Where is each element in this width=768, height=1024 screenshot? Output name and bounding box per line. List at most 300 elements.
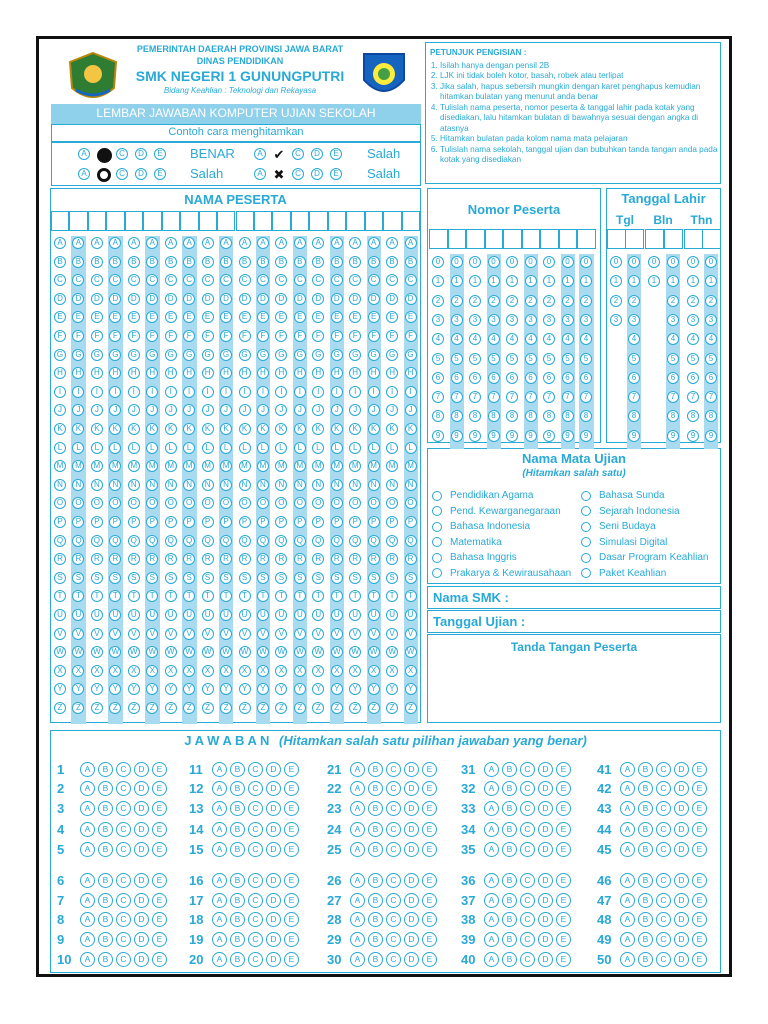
name-bubble[interactable]: H: [109, 367, 121, 379]
date-bubble[interactable]: 5: [667, 353, 679, 365]
answer-bubble[interactable]: B: [98, 762, 113, 777]
name-bubble[interactable]: P: [312, 516, 324, 528]
name-bubble[interactable]: B: [275, 256, 287, 268]
number-bubble[interactable]: 3: [451, 314, 463, 326]
answer-bubble[interactable]: D: [674, 762, 689, 777]
answer-bubble[interactable]: B: [502, 842, 517, 857]
name-bubble[interactable]: E: [72, 311, 84, 323]
name-bubble[interactable]: N: [165, 479, 177, 491]
answer-bubble[interactable]: B: [368, 873, 383, 888]
name-bubble[interactable]: R: [72, 553, 84, 565]
date-bubble[interactable]: 0: [687, 256, 699, 268]
name-bubble[interactable]: I: [349, 386, 361, 398]
answer-bubble[interactable]: D: [266, 762, 281, 777]
name-bubble[interactable]: U: [128, 609, 140, 621]
name-bubble[interactable]: Y: [294, 683, 306, 695]
name-bubble[interactable]: T: [146, 590, 158, 602]
name-bubble[interactable]: N: [109, 479, 121, 491]
answer-bubble[interactable]: A: [212, 893, 227, 908]
number-bubble[interactable]: 9: [451, 430, 463, 442]
name-bubble[interactable]: W: [331, 646, 343, 658]
name-bubble[interactable]: M: [54, 460, 66, 472]
name-bubble[interactable]: J: [165, 404, 177, 416]
answer-bubble[interactable]: C: [248, 873, 263, 888]
name-bubble[interactable]: P: [202, 516, 214, 528]
name-bubble[interactable]: L: [294, 442, 306, 454]
name-bubble[interactable]: G: [257, 349, 269, 361]
name-bubble[interactable]: C: [275, 274, 287, 286]
name-bubble[interactable]: F: [202, 330, 214, 342]
date-digit-box[interactable]: [625, 229, 644, 249]
name-bubble[interactable]: E: [202, 311, 214, 323]
name-bubble[interactable]: C: [405, 274, 417, 286]
answer-bubble[interactable]: B: [368, 842, 383, 857]
date-bubble[interactable]: 3: [705, 314, 717, 326]
name-bubble[interactable]: T: [109, 590, 121, 602]
name-bubble[interactable]: O: [331, 497, 343, 509]
name-bubble[interactable]: R: [128, 553, 140, 565]
answer-bubble[interactable]: B: [368, 952, 383, 967]
name-bubble[interactable]: D: [109, 293, 121, 305]
name-bubble[interactable]: E: [128, 311, 140, 323]
name-bubble[interactable]: B: [239, 256, 251, 268]
name-bubble[interactable]: C: [349, 274, 361, 286]
name-bubble[interactable]: U: [257, 609, 269, 621]
name-bubble[interactable]: Z: [349, 702, 361, 714]
name-bubble[interactable]: Q: [275, 535, 287, 547]
name-bubble[interactable]: V: [312, 628, 324, 640]
name-bubble[interactable]: R: [275, 553, 287, 565]
name-bubble[interactable]: E: [405, 311, 417, 323]
name-bubble[interactable]: A: [405, 237, 417, 249]
name-bubble[interactable]: H: [275, 367, 287, 379]
answer-bubble[interactable]: B: [638, 873, 653, 888]
answer-bubble[interactable]: A: [80, 952, 95, 967]
name-bubble[interactable]: T: [165, 590, 177, 602]
name-bubble[interactable]: G: [72, 349, 84, 361]
name-bubble[interactable]: M: [368, 460, 380, 472]
answer-bubble[interactable]: D: [266, 893, 281, 908]
answer-bubble[interactable]: D: [266, 912, 281, 927]
date-bubble[interactable]: 4: [628, 333, 640, 345]
number-bubble[interactable]: 0: [488, 256, 500, 268]
answer-bubble[interactable]: C: [116, 893, 131, 908]
number-bubble[interactable]: 7: [488, 391, 500, 403]
example-bubble[interactable]: E: [154, 168, 166, 180]
name-bubble[interactable]: N: [386, 479, 398, 491]
name-bubble[interactable]: A: [183, 237, 195, 249]
name-bubble[interactable]: C: [146, 274, 158, 286]
name-bubble[interactable]: K: [220, 423, 232, 435]
name-bubble[interactable]: T: [331, 590, 343, 602]
number-bubble[interactable]: 4: [506, 333, 518, 345]
name-bubble[interactable]: L: [239, 442, 251, 454]
answer-bubble[interactable]: D: [538, 893, 553, 908]
answer-bubble[interactable]: A: [212, 912, 227, 927]
name-bubble[interactable]: I: [54, 386, 66, 398]
name-bubble[interactable]: N: [72, 479, 84, 491]
example-bubble[interactable]: [97, 148, 112, 163]
answer-bubble[interactable]: C: [656, 893, 671, 908]
answer-bubble[interactable]: A: [350, 781, 365, 796]
number-bubble[interactable]: 8: [506, 410, 518, 422]
subject-radio[interactable]: [581, 553, 591, 563]
date-bubble[interactable]: 2: [687, 295, 699, 307]
name-bubble[interactable]: P: [294, 516, 306, 528]
number-bubble[interactable]: 9: [580, 430, 592, 442]
name-bubble[interactable]: T: [183, 590, 195, 602]
number-bubble[interactable]: 0: [432, 256, 444, 268]
name-bubble[interactable]: J: [220, 404, 232, 416]
name-bubble[interactable]: U: [405, 609, 417, 621]
name-bubble[interactable]: K: [165, 423, 177, 435]
name-bubble[interactable]: A: [72, 237, 84, 249]
number-bubble[interactable]: 0: [469, 256, 481, 268]
name-bubble[interactable]: L: [349, 442, 361, 454]
name-bubble[interactable]: M: [239, 460, 251, 472]
name-bubble[interactable]: B: [386, 256, 398, 268]
name-bubble[interactable]: I: [368, 386, 380, 398]
answer-bubble[interactable]: D: [266, 781, 281, 796]
name-bubble[interactable]: A: [165, 237, 177, 249]
number-bubble[interactable]: 4: [562, 333, 574, 345]
answer-bubble[interactable]: B: [98, 801, 113, 816]
name-letter-box[interactable]: [180, 211, 198, 231]
name-bubble[interactable]: U: [72, 609, 84, 621]
name-bubble[interactable]: U: [54, 609, 66, 621]
name-bubble[interactable]: Y: [165, 683, 177, 695]
answer-bubble[interactable]: C: [386, 842, 401, 857]
answer-bubble[interactable]: E: [152, 781, 167, 796]
name-bubble[interactable]: F: [109, 330, 121, 342]
name-bubble[interactable]: P: [91, 516, 103, 528]
answer-bubble[interactable]: A: [484, 842, 499, 857]
name-bubble[interactable]: G: [349, 349, 361, 361]
number-digit-box[interactable]: [559, 229, 578, 249]
name-bubble[interactable]: U: [109, 609, 121, 621]
subject-option[interactable]: [432, 552, 517, 563]
answer-bubble[interactable]: A: [484, 822, 499, 837]
number-bubble[interactable]: 4: [451, 333, 463, 345]
name-bubble[interactable]: V: [294, 628, 306, 640]
answer-bubble[interactable]: B: [502, 893, 517, 908]
number-bubble[interactable]: 1: [580, 275, 592, 287]
name-bubble[interactable]: B: [183, 256, 195, 268]
name-bubble[interactable]: B: [349, 256, 361, 268]
name-bubble[interactable]: C: [294, 274, 306, 286]
name-bubble[interactable]: J: [239, 404, 251, 416]
name-bubble[interactable]: A: [91, 237, 103, 249]
name-bubble[interactable]: N: [183, 479, 195, 491]
name-bubble[interactable]: L: [331, 442, 343, 454]
name-bubble[interactable]: V: [183, 628, 195, 640]
number-bubble[interactable]: 6: [488, 372, 500, 384]
date-bubble[interactable]: 2: [628, 295, 640, 307]
name-bubble[interactable]: L: [312, 442, 324, 454]
answer-bubble[interactable]: C: [656, 873, 671, 888]
answer-bubble[interactable]: C: [656, 952, 671, 967]
number-bubble[interactable]: 0: [525, 256, 537, 268]
name-bubble[interactable]: P: [386, 516, 398, 528]
answer-bubble[interactable]: D: [404, 912, 419, 927]
answer-bubble[interactable]: E: [152, 801, 167, 816]
name-bubble[interactable]: G: [165, 349, 177, 361]
name-bubble[interactable]: P: [368, 516, 380, 528]
number-bubble[interactable]: 3: [469, 314, 481, 326]
answer-bubble[interactable]: A: [484, 952, 499, 967]
name-bubble[interactable]: D: [386, 293, 398, 305]
answer-bubble[interactable]: D: [674, 873, 689, 888]
name-bubble[interactable]: R: [257, 553, 269, 565]
name-bubble[interactable]: A: [109, 237, 121, 249]
date-bubble[interactable]: 8: [667, 410, 679, 422]
number-bubble[interactable]: 2: [432, 295, 444, 307]
name-bubble[interactable]: J: [312, 404, 324, 416]
date-bubble[interactable]: 3: [610, 314, 622, 326]
name-bubble[interactable]: F: [183, 330, 195, 342]
answer-bubble[interactable]: A: [212, 822, 227, 837]
name-bubble[interactable]: H: [146, 367, 158, 379]
name-bubble[interactable]: G: [294, 349, 306, 361]
name-bubble[interactable]: Y: [368, 683, 380, 695]
number-bubble[interactable]: 7: [506, 391, 518, 403]
name-bubble[interactable]: X: [202, 665, 214, 677]
name-bubble[interactable]: H: [202, 367, 214, 379]
name-bubble[interactable]: Y: [146, 683, 158, 695]
number-bubble[interactable]: 8: [525, 410, 537, 422]
name-bubble[interactable]: F: [275, 330, 287, 342]
name-bubble[interactable]: D: [294, 293, 306, 305]
name-bubble[interactable]: H: [220, 367, 232, 379]
name-bubble[interactable]: Q: [202, 535, 214, 547]
answer-bubble[interactable]: A: [80, 893, 95, 908]
name-bubble[interactable]: X: [165, 665, 177, 677]
name-bubble[interactable]: N: [202, 479, 214, 491]
name-bubble[interactable]: Z: [275, 702, 287, 714]
answer-bubble[interactable]: E: [284, 801, 299, 816]
answer-bubble[interactable]: D: [404, 781, 419, 796]
name-letter-box[interactable]: [236, 211, 254, 231]
number-bubble[interactable]: 5: [506, 353, 518, 365]
answer-bubble[interactable]: D: [134, 873, 149, 888]
subject-radio[interactable]: [581, 568, 591, 578]
date-bubble[interactable]: 2: [705, 295, 717, 307]
name-bubble[interactable]: K: [128, 423, 140, 435]
name-bubble[interactable]: Q: [165, 535, 177, 547]
name-bubble[interactable]: R: [368, 553, 380, 565]
number-bubble[interactable]: 2: [543, 295, 555, 307]
subject-radio[interactable]: [432, 506, 442, 516]
name-bubble[interactable]: W: [54, 646, 66, 658]
date-bubble[interactable]: 1: [628, 275, 640, 287]
answer-bubble[interactable]: B: [502, 932, 517, 947]
name-bubble[interactable]: Q: [109, 535, 121, 547]
number-bubble[interactable]: 0: [562, 256, 574, 268]
name-bubble[interactable]: X: [294, 665, 306, 677]
answer-bubble[interactable]: D: [674, 912, 689, 927]
name-letter-box[interactable]: [51, 211, 69, 231]
name-bubble[interactable]: O: [405, 497, 417, 509]
name-bubble[interactable]: U: [220, 609, 232, 621]
subject-option[interactable]: [581, 568, 666, 579]
answer-bubble[interactable]: E: [692, 932, 707, 947]
name-bubble[interactable]: F: [72, 330, 84, 342]
date-bubble[interactable]: 7: [667, 391, 679, 403]
name-bubble[interactable]: Q: [54, 535, 66, 547]
answer-bubble[interactable]: C: [386, 873, 401, 888]
answer-bubble[interactable]: B: [638, 932, 653, 947]
answer-bubble[interactable]: C: [656, 932, 671, 947]
name-bubble[interactable]: X: [91, 665, 103, 677]
number-bubble[interactable]: 4: [488, 333, 500, 345]
name-letter-box[interactable]: [402, 211, 420, 231]
name-bubble[interactable]: O: [183, 497, 195, 509]
answer-bubble[interactable]: B: [98, 893, 113, 908]
name-bubble[interactable]: R: [331, 553, 343, 565]
number-bubble[interactable]: 1: [432, 275, 444, 287]
answer-bubble[interactable]: A: [350, 893, 365, 908]
answer-bubble[interactable]: B: [502, 952, 517, 967]
name-bubble[interactable]: L: [405, 442, 417, 454]
name-bubble[interactable]: F: [349, 330, 361, 342]
name-bubble[interactable]: B: [202, 256, 214, 268]
name-bubble[interactable]: P: [72, 516, 84, 528]
date-bubble[interactable]: 0: [610, 256, 622, 268]
name-bubble[interactable]: K: [349, 423, 361, 435]
name-bubble[interactable]: W: [91, 646, 103, 658]
answer-bubble[interactable]: A: [620, 801, 635, 816]
name-bubble[interactable]: Z: [220, 702, 232, 714]
name-bubble[interactable]: C: [202, 274, 214, 286]
name-bubble[interactable]: C: [109, 274, 121, 286]
date-bubble[interactable]: 6: [705, 372, 717, 384]
answer-bubble[interactable]: E: [556, 932, 571, 947]
subject-option[interactable]: [581, 552, 709, 563]
answer-bubble[interactable]: B: [502, 873, 517, 888]
number-bubble[interactable]: 3: [432, 314, 444, 326]
name-bubble[interactable]: I: [239, 386, 251, 398]
name-bubble[interactable]: O: [165, 497, 177, 509]
name-bubble[interactable]: D: [202, 293, 214, 305]
name-bubble[interactable]: S: [54, 572, 66, 584]
example-bubble[interactable]: A: [78, 148, 90, 160]
name-bubble[interactable]: I: [220, 386, 232, 398]
name-bubble[interactable]: Z: [165, 702, 177, 714]
date-digit-box[interactable]: [645, 229, 664, 249]
number-digit-box[interactable]: [466, 229, 485, 249]
number-bubble[interactable]: 0: [580, 256, 592, 268]
answer-bubble[interactable]: A: [212, 842, 227, 857]
answer-bubble[interactable]: A: [80, 822, 95, 837]
name-bubble[interactable]: O: [91, 497, 103, 509]
subject-radio[interactable]: [581, 522, 591, 532]
name-bubble[interactable]: G: [239, 349, 251, 361]
name-bubble[interactable]: W: [220, 646, 232, 658]
name-bubble[interactable]: E: [257, 311, 269, 323]
number-bubble[interactable]: 8: [469, 410, 481, 422]
subject-radio[interactable]: [432, 537, 442, 547]
name-bubble[interactable]: L: [368, 442, 380, 454]
name-bubble[interactable]: A: [368, 237, 380, 249]
name-bubble[interactable]: K: [183, 423, 195, 435]
name-bubble[interactable]: S: [146, 572, 158, 584]
answer-bubble[interactable]: C: [116, 822, 131, 837]
name-bubble[interactable]: V: [109, 628, 121, 640]
answer-bubble[interactable]: A: [212, 932, 227, 947]
name-bubble[interactable]: T: [405, 590, 417, 602]
example-bubble[interactable]: E: [330, 168, 342, 180]
name-bubble[interactable]: L: [72, 442, 84, 454]
answer-bubble[interactable]: B: [368, 762, 383, 777]
example-bubble[interactable]: D: [311, 148, 323, 160]
name-bubble[interactable]: L: [54, 442, 66, 454]
name-bubble[interactable]: K: [386, 423, 398, 435]
answer-bubble[interactable]: B: [368, 893, 383, 908]
name-bubble[interactable]: U: [239, 609, 251, 621]
answer-bubble[interactable]: E: [422, 912, 437, 927]
name-bubble[interactable]: Y: [386, 683, 398, 695]
answer-bubble[interactable]: C: [520, 842, 535, 857]
answer-bubble[interactable]: E: [422, 873, 437, 888]
name-bubble[interactable]: G: [128, 349, 140, 361]
name-bubble[interactable]: G: [202, 349, 214, 361]
name-bubble[interactable]: W: [275, 646, 287, 658]
name-bubble[interactable]: C: [257, 274, 269, 286]
name-bubble[interactable]: H: [257, 367, 269, 379]
answer-bubble[interactable]: B: [502, 822, 517, 837]
answer-bubble[interactable]: D: [266, 873, 281, 888]
name-bubble[interactable]: I: [109, 386, 121, 398]
name-bubble[interactable]: V: [331, 628, 343, 640]
name-bubble[interactable]: D: [54, 293, 66, 305]
answer-bubble[interactable]: D: [134, 762, 149, 777]
name-bubble[interactable]: L: [275, 442, 287, 454]
name-bubble[interactable]: M: [386, 460, 398, 472]
name-bubble[interactable]: S: [405, 572, 417, 584]
name-bubble[interactable]: Z: [202, 702, 214, 714]
answer-bubble[interactable]: C: [116, 873, 131, 888]
example-bubble[interactable]: C: [116, 148, 128, 160]
name-bubble[interactable]: M: [405, 460, 417, 472]
answer-bubble[interactable]: C: [520, 932, 535, 947]
date-bubble[interactable]: 4: [705, 333, 717, 345]
answer-bubble[interactable]: D: [538, 781, 553, 796]
answer-bubble[interactable]: B: [230, 912, 245, 927]
answer-bubble[interactable]: E: [692, 822, 707, 837]
example-bubble[interactable]: C: [292, 148, 304, 160]
answer-bubble[interactable]: D: [134, 893, 149, 908]
number-bubble[interactable]: 8: [580, 410, 592, 422]
name-bubble[interactable]: Z: [72, 702, 84, 714]
name-bubble[interactable]: K: [54, 423, 66, 435]
date-bubble[interactable]: 8: [687, 410, 699, 422]
name-bubble[interactable]: Q: [294, 535, 306, 547]
answer-bubble[interactable]: A: [484, 801, 499, 816]
name-bubble[interactable]: T: [275, 590, 287, 602]
name-bubble[interactable]: Y: [331, 683, 343, 695]
name-bubble[interactable]: R: [109, 553, 121, 565]
name-bubble[interactable]: H: [72, 367, 84, 379]
answer-bubble[interactable]: D: [538, 873, 553, 888]
answer-bubble[interactable]: A: [484, 762, 499, 777]
name-bubble[interactable]: W: [294, 646, 306, 658]
name-bubble[interactable]: H: [183, 367, 195, 379]
number-bubble[interactable]: 9: [562, 430, 574, 442]
date-bubble[interactable]: 4: [667, 333, 679, 345]
name-bubble[interactable]: F: [220, 330, 232, 342]
name-bubble[interactable]: Z: [146, 702, 158, 714]
subject-option[interactable]: [432, 490, 533, 501]
